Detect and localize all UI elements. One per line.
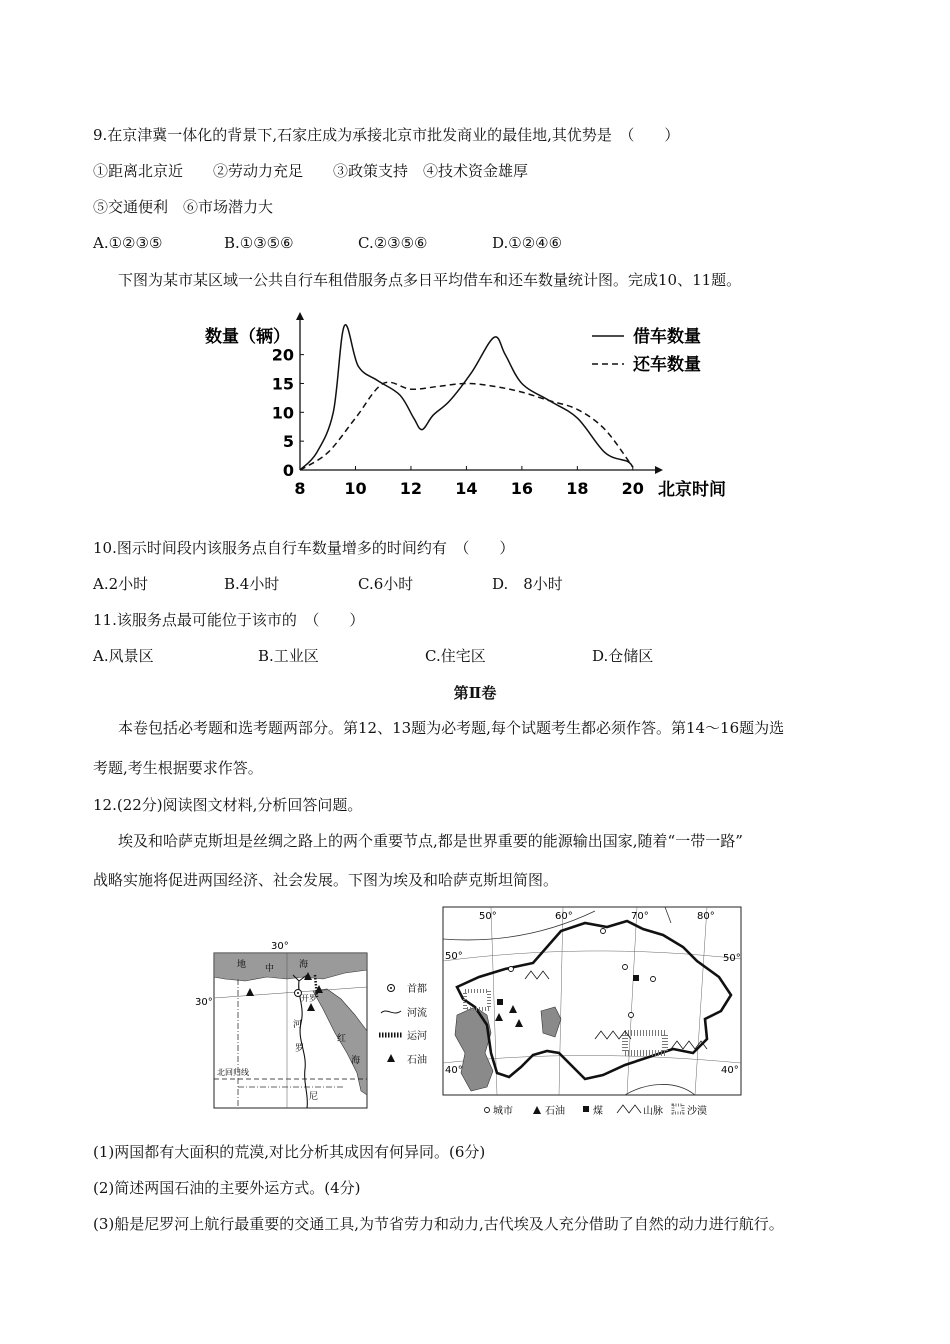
kz-legend-desert: 沙漠 — [687, 1106, 707, 1117]
kz-legend-mountain: 山脉 — [643, 1106, 663, 1117]
egypt-river-char-1: 河 — [293, 1020, 303, 1030]
kz-lon-70: 70° — [631, 911, 649, 922]
egypt-legend-oil: 石油 — [407, 1055, 427, 1066]
q10-stem: 10.图示时间段内该服务点自行车数量增多的时间约有 （ ） — [93, 539, 515, 557]
kz-lat-50-right: 50° — [723, 953, 741, 964]
kz-lon-60: 60° — [555, 911, 573, 922]
kz-lat-40-left: 40° — [445, 1065, 463, 1076]
egypt-legend-river: 河流 — [407, 1008, 427, 1019]
q9-option-d: D.①②④⑥ — [492, 234, 563, 252]
chart-x-tick-label: 16 — [510, 479, 534, 498]
chart-y-tick-label: 20 — [271, 345, 294, 365]
q11-option-b: B.工业区 — [258, 647, 319, 665]
egypt-map — [195, 935, 435, 1125]
chart-x-tick-label: 20 — [621, 479, 644, 498]
q10-option-c: C.6小时 — [358, 575, 414, 593]
egypt-lat-label: 30° — [195, 997, 213, 1008]
chart-x-tick-label: 12 — [399, 479, 423, 498]
chart-xlabel: 北京时间 — [658, 480, 726, 500]
chart-y-tick-label: 10 — [271, 403, 294, 423]
chart-x-tick-label: 14 — [455, 479, 478, 498]
series-line-borrow — [300, 325, 633, 470]
egypt-city-label: 开罗 — [301, 994, 317, 1003]
egypt-lon-label: 30° — [271, 941, 289, 952]
legend-borrow-label: 借车数量 — [633, 327, 701, 347]
q11-option-a: A.风景区 — [93, 647, 154, 665]
q9-option-a: A.①②③⑤ — [93, 234, 163, 252]
chart-x-tick-label: 10 — [344, 479, 367, 498]
egypt-legend-canal: 运河 — [407, 1031, 427, 1042]
kz-lat-40-right: 40° — [721, 1065, 739, 1076]
egypt-river-char-3: 尼 — [309, 1092, 319, 1102]
q12-sub3: (3)船是尼罗河上航行最重要的交通工具,为节省劳力和动力,古代埃及人充分借助了自然的动力进行航行。 — [93, 1215, 784, 1233]
chart-y-tick-label: 0 — [282, 461, 294, 480]
q9-option-c: C.②③⑤⑥ — [358, 234, 428, 252]
q10-option-b: B.4小时 — [224, 575, 280, 593]
intro-10-11: 下图为某市某区域一公共自行车租借服务点多日平均借车和还车数量统计图。完成10、11题。 — [118, 271, 742, 289]
egypt-legend-capital: 首都 — [407, 984, 427, 995]
q11-option-c: C.住宅区 — [425, 647, 486, 665]
q12-material-1: 埃及和哈萨克斯坦是丝绸之路上的两个重要节点,都是世界重要的能源输出国家,随着“一带一路” — [118, 832, 743, 850]
q11-stem: 11.该服务点最可能位于该市的 （ ） — [93, 611, 365, 629]
section2-desc-1: 本卷包括必考题和选考题两部分。第12、13题为必考题,每个试题考生都必须作答。第14～16题为选 — [118, 719, 785, 737]
kz-legend-oil: 石油 — [545, 1106, 565, 1117]
chart-y-tick-label: 15 — [271, 374, 294, 394]
egypt-tropic-label: 北回归线 — [217, 1068, 249, 1077]
q11-option-d: D.仓储区 — [592, 647, 654, 665]
chart-ylabel: 数量（辆） — [205, 327, 290, 347]
section2-desc-2: 考题,考生根据要求作答。 — [93, 759, 263, 777]
kz-lon-50: 50° — [479, 911, 497, 922]
chart-x-arrow — [655, 466, 663, 474]
kz-lon-80: 80° — [697, 911, 715, 922]
kazakhstan-map — [435, 903, 745, 1118]
q9-option-b: B.①③⑤⑥ — [224, 234, 294, 252]
kz-lat-50-left: 50° — [445, 951, 463, 962]
q10-option-a: A.2小时 — [93, 575, 149, 593]
bike-rental-chart — [200, 312, 760, 512]
q9-items-1: ①距离北京近 ②劳动力充足 ③政策支持 ④技术资金雄厚 — [93, 162, 529, 180]
section2-title: 第Ⅱ卷 — [453, 684, 497, 702]
chart-y-tick-label: 5 — [282, 432, 294, 452]
chart-x-tick-label: 18 — [566, 479, 589, 498]
kz-legend-city: 城市 — [493, 1106, 513, 1117]
q12-material-2: 战略实施将促进两国经济、社会发展。下图为埃及和哈萨克斯坦简图。 — [93, 871, 559, 889]
q9-stem: 9.在京津冀一体化的背景下,石家庄成为承接北京市批发商业的最佳地,其优势是 （ ） — [93, 126, 680, 144]
egypt-sea-char-3: 海 — [299, 960, 309, 970]
q9-items-2: ⑤交通便利 ⑥市场潜力大 — [93, 198, 274, 216]
q12-sub2: (2)简述两国石油的主要外运方式。(4分) — [93, 1179, 361, 1197]
egypt-sea-char-2: 中 — [265, 964, 275, 974]
legend-return-label: 还车数量 — [633, 355, 701, 375]
q12-stem: 12.(22分)阅读图文材料,分析回答问题。 — [93, 796, 363, 814]
series-line-return — [300, 382, 633, 470]
chart-x-tick-label: 8 — [294, 479, 306, 498]
egypt-river-char-2: 罗 — [295, 1044, 305, 1054]
egypt-redsea-char-2: 海 — [351, 1056, 361, 1066]
chart-y-arrow — [296, 312, 304, 320]
egypt-redsea-char-1: 红 — [337, 1034, 347, 1044]
q12-sub1: (1)两国都有大面积的荒漠,对比分析其成因有何异同。(6分) — [93, 1143, 486, 1161]
q10-option-d: D. 8小时 — [492, 575, 563, 593]
kz-legend-coal: 煤 — [593, 1106, 603, 1117]
egypt-sea-char-1: 地 — [237, 960, 247, 970]
